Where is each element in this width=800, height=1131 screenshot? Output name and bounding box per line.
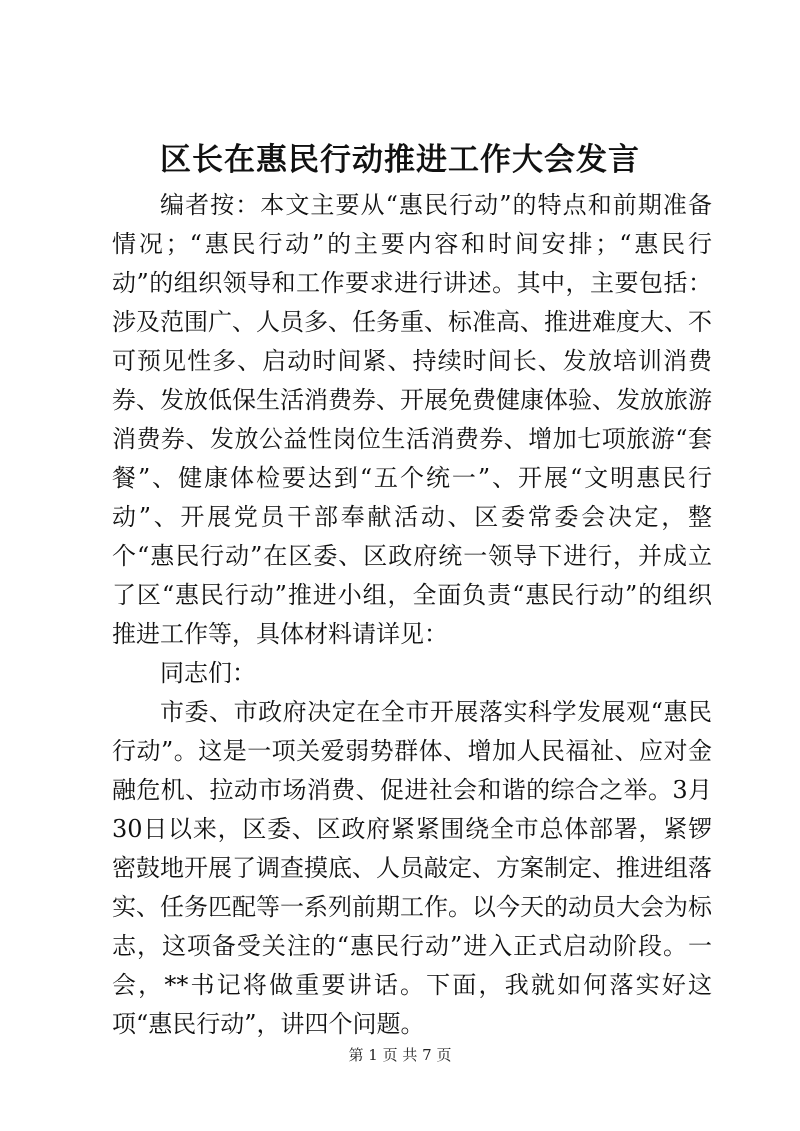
document-body xyxy=(112,186,712,1044)
page-number-footer: 第 1 页 共 7 页 xyxy=(348,1046,452,1064)
editor-note-paragraph: 编者按：本文主要从“惠民行动”的特点和前期准备情况；“惠民行动”的主要内容和时间安排；“惠民行动”的组织领导和工作要求进行讲述。其中，主要包括：涉及范围广、人员多、任务重、标准高、推进难度大、不可预见性多、启动时间紧、持续时间长、发放培训消费券、发放低保生活消费券、开展免费健康体验、发放旅游消费券、发放公益性岗位生活消费券、增加七项旅游“套餐”、健康体检要达到“五个统一”、开展“文明惠民行动”、开展党员干部奉献活动、区委常委会决定，整个“惠民行动”在区委、区政府统一领导下进行，并成立了区“惠民行动”推进小组，全面负责“惠民行动”的组织推进工作等，具体材料请详见： xyxy=(112,191,712,648)
salutation-paragraph: 同志们： xyxy=(160,659,256,687)
document-title: 区长在惠民行动推进工作大会发言 xyxy=(160,142,640,178)
speech-paragraph: 市委、市政府决定在全市开展落实科学发展观“惠民行动”。这是一项关爱弱势群体、增加人民福祉、应对金融危机、拉动市场消费、促进社会和谐的综合之举。3月30日以来，区委、区政府紧紧围绕全市总体部署，紧锣密鼓地开展了调查摸底、人员敲定、方案制定、推进组落实、任务匹配等一系列前期工作。以今天的动员大会为标志，这项备受关注的“惠民行动”进入正式启动阶段。一会，**书记将做重要讲话。下面，我就如何落实好这项“惠民行动”，讲四个问题。 xyxy=(112,698,712,1038)
